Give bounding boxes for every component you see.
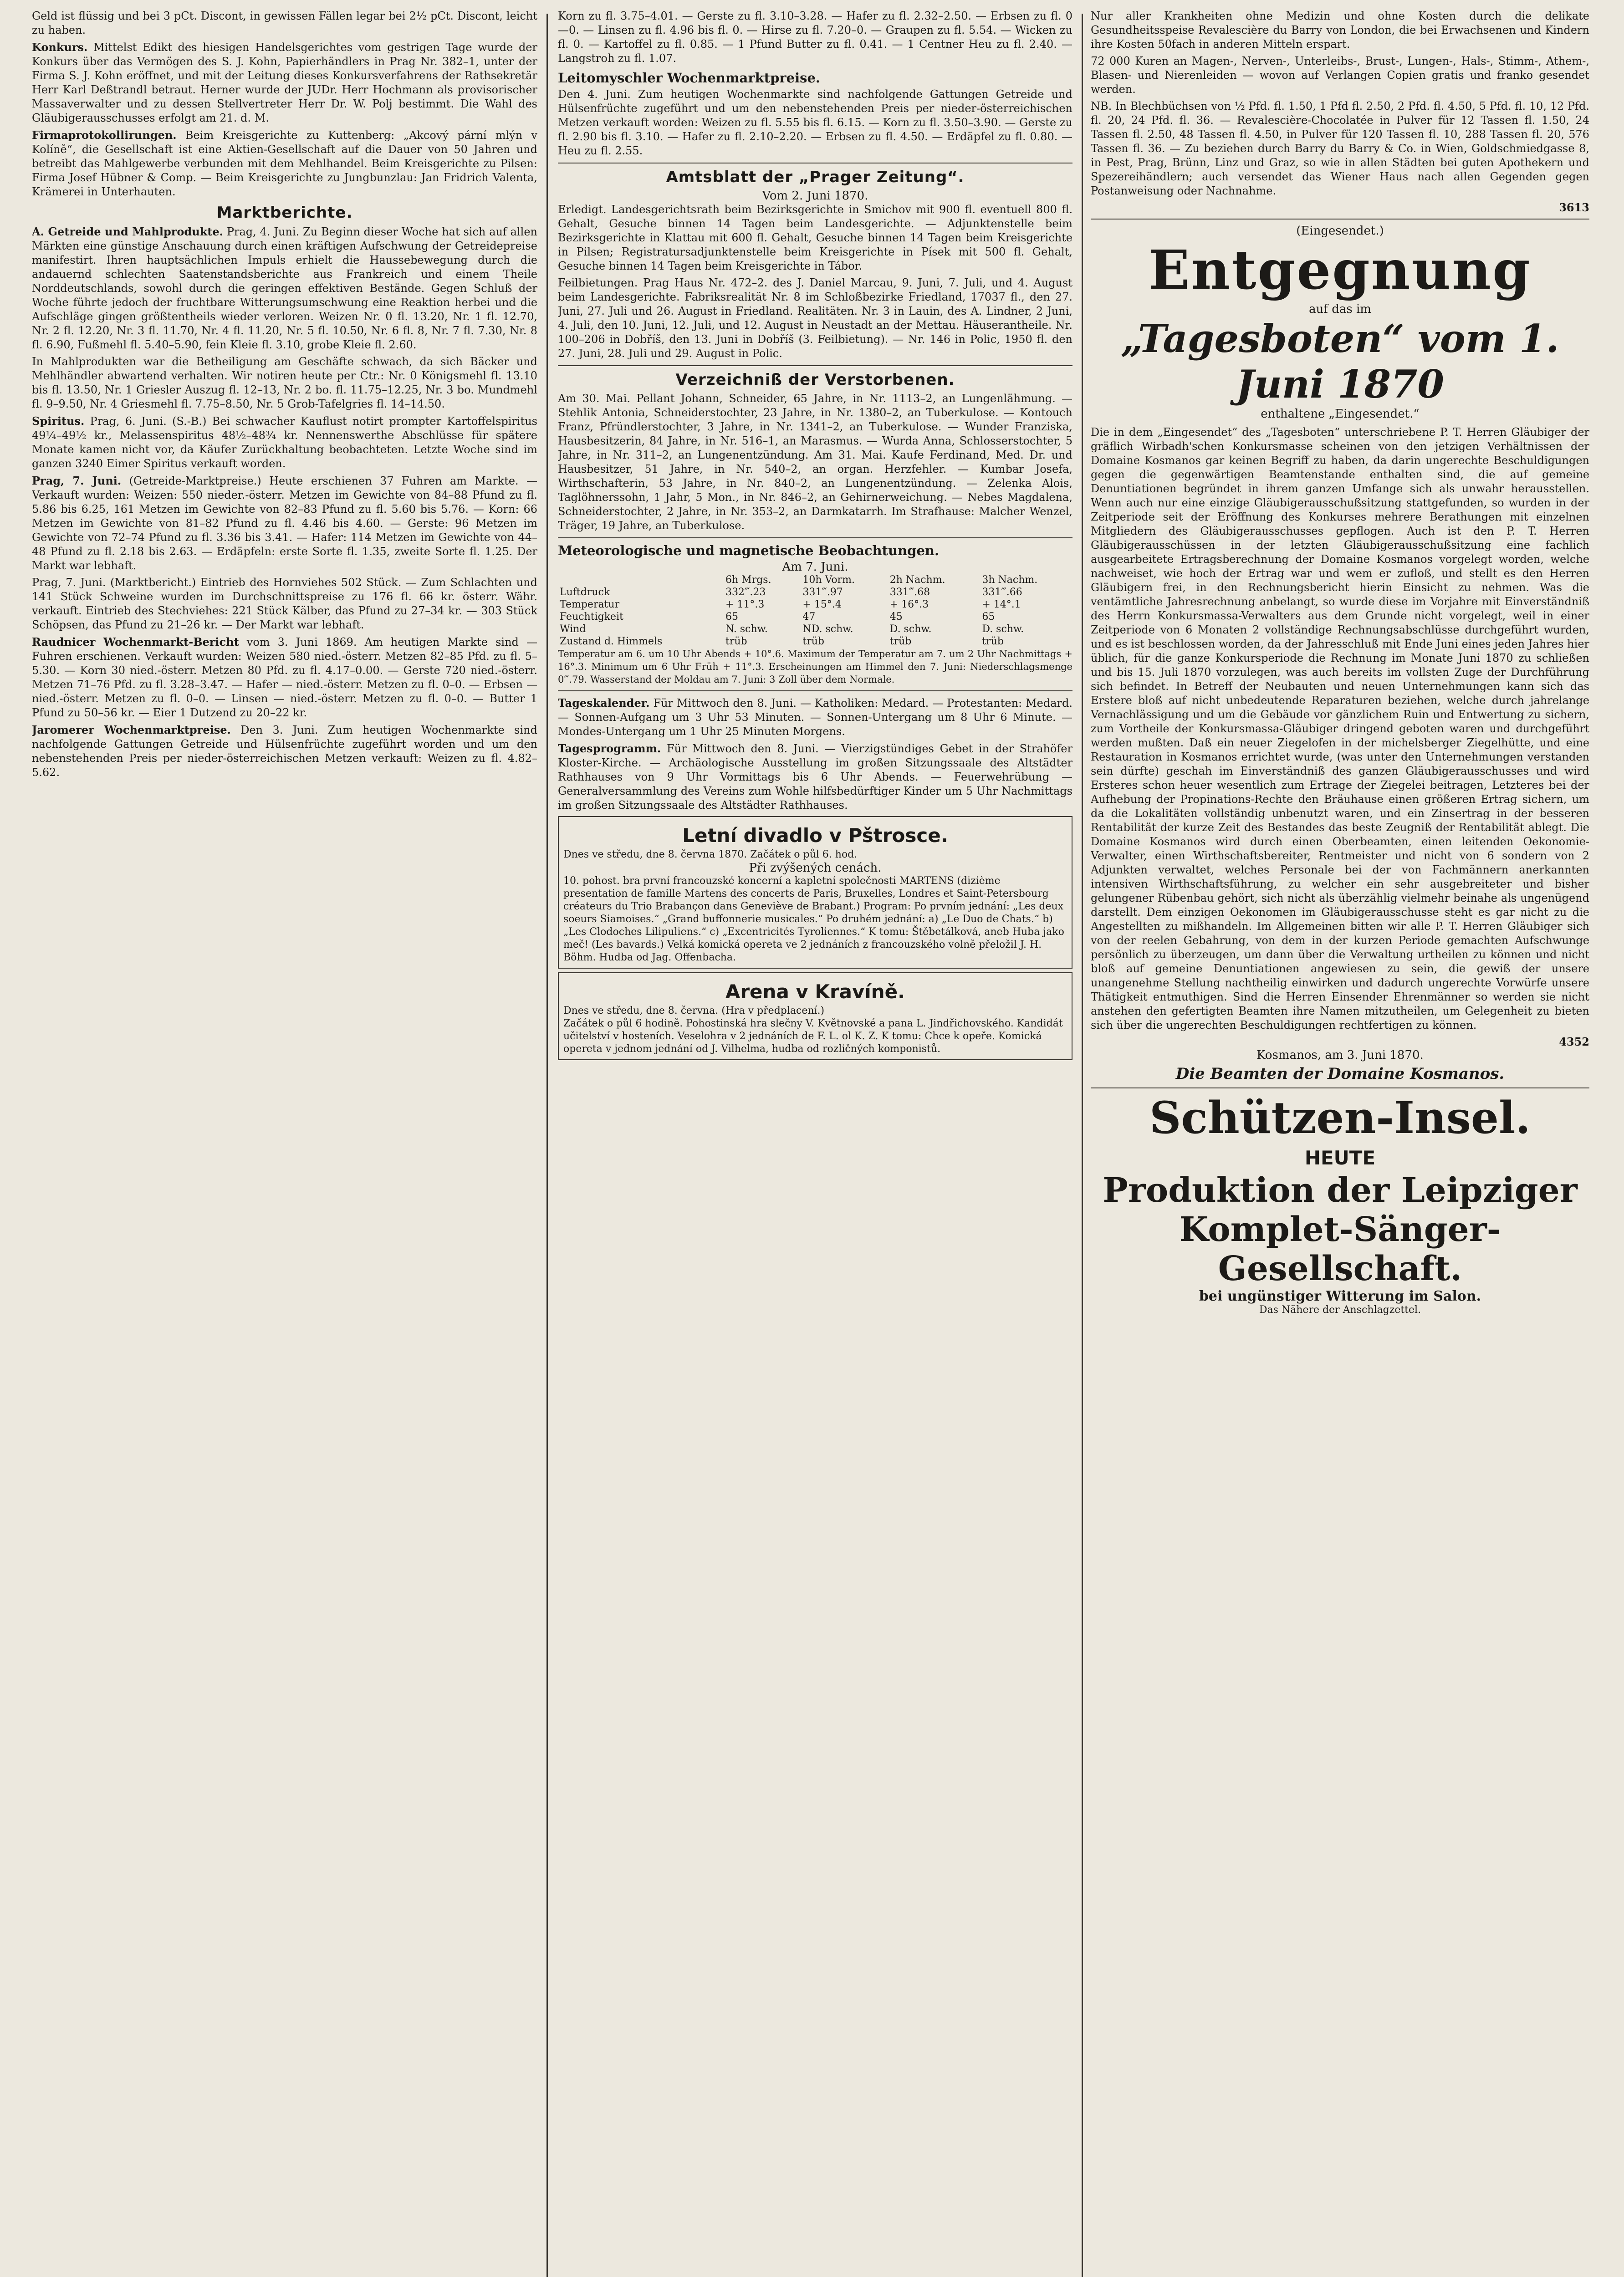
tagesprogramm	[558, 741, 1072, 812]
column-middle	[558, 9, 1072, 2277]
meteo-cell: trüb	[889, 636, 912, 647]
raudnice-report	[32, 635, 537, 720]
marktberichte-heading: Marktberichte.	[216, 204, 353, 222]
meteo-cell: 331‴.66	[982, 587, 1022, 598]
meteo-col: 2h Nachm.	[889, 574, 945, 586]
schuetzen-insel-title: Schützen-Insel.	[1149, 1092, 1531, 1144]
firma-heading: Firmaprotokollirungen.	[32, 128, 177, 142]
raudnice-heading: Raudnicer Wochenmarkt-Bericht	[32, 635, 239, 648]
section-divider	[558, 690, 1072, 691]
produktion-title: Produktion der Leipziger Komplet-Sänger-Gesellschaft.	[1103, 1171, 1578, 1288]
section-divider	[1091, 1087, 1589, 1088]
meteo-cell: Feuchtigkeit	[560, 611, 623, 623]
meteo-cell: D. schw.	[982, 623, 1024, 635]
arena-date: Dnes ve středu, dne 8. června. (Hra v předplacení.)	[563, 1005, 825, 1016]
raudnice-text: vom 3. Juni 1869. Am heutigen Markte sind — Fuhren erschienen. Verkauft wurden: Weizen 580 nied.-österr. Metzen 82–85 Pfd. zu fl. 5–5.30. — Korn 30 nied.-österr. Metzen 80 Pfd. zu fl. 4.17–0.00. — Gerste 720 nied.-österr. Metzen 71–76 Pfd. zu fl. 3.28–3.47. — Hafer — nied.-österr. Metzen zu fl. 0–0. — Erbsen — nied.-österr. Metzen zu fl. 0–0. — Linsen — nied.-österr. Metzen zu fl. 0–0. — Butter 1 Pfund zu 50–56 kr. — Eier 1 Dutzend zu 20–22 kr.	[32, 636, 537, 719]
verstorbene-text: Am 30. Mai. Pellant Johann, Schneider, 65 Jahre, in Nr. 1113–2, an Lungenlähmung. — Stehlik Antonia, Schneiderstochter, 23 Jahre, in Nr. 1380–2, an Tuberkulose. — Kontouch Franz, Pfründlerstochter, 3 Jahre, in Nr. 1341–2, an Tuberkulose. — Wunder Franziska, Hausbesitzerin, 84 Jahre, in Nr. 516–1, an Marasmus. — Wurda Anna, Schlosserstochter, 5 Jahre, in Nr. 311–2, an Lungenentzündung. Am 31. Mai. Kaufe Ferdinand, Med. Dr. und Hausbesitzer, 51 Jahre, in Nr. 540–2, an organ. Herzfehler. — Kumbar Josefa, Wirthschafterin, 53 Jahre, in Nr. 840–2, an Lungenentzündung. — Zelenka Alois, Taglöhnerssohn, 1 Jahr, 5 Mon., in Nr. 846–2, an Gehirnerweichung. — Nebes Magdalena, Schneiderstochter, 2 Jahre, in Nr. 353–2, an Darmkatarrh. Im Strafhause: Malcher Wenzel, Träger, 19 Jahre, an Tuberkulose.	[558, 392, 1072, 532]
entgegnung-number: 4352	[1559, 1035, 1589, 1048]
prag-markt-report	[32, 474, 537, 573]
konkurs-heading: Konkurs.	[32, 41, 88, 54]
meteo-cell: ND. schw.	[802, 623, 853, 635]
meteo-cell: trüb	[725, 636, 747, 647]
meteo-cell: trüb	[982, 636, 1004, 647]
meteo-extra: Temperatur am 6. um 10 Uhr Abends + 10°.6. Maximum der Temperatur am 7. um 2 Uhr Nachmittags + 16°.3. Minimum um 6 Uhr Früh + 11°.3. Erscheinungen am Himmel den 7. Juni: Niederschlagsmenge 0‴.79. Wasserstand der Moldau am 7. Juni: 3 Zoll über dem Normale.	[558, 648, 1072, 685]
auf-das-im: auf das im	[1309, 302, 1371, 316]
prag-text: (Getreide-Marktpreise.) Heute erschienen 37 Fuhren am Markte. — Verkauft wurden: Weizen: 550 nieder.-österr. Metzen im Gewichte von 84–88 Pfund zu fl. 5.86 bis 6.25, 161 Metzen im Gewichte von 82–83 Pfund zu fl. 5.60 bis 5.76. — Korn: 66 Metzen im Gewichte von 81–82 Pfund zu fl. 4.46 bis 4.60. — Gerste: 96 Metzen im Gewichte von 72–74 Pfund zu fl. 3.36 bis 3.41. — Hafer: 114 Metzen im Gewichte von 44–48 Pfund zu fl. 2.18 bis 2.63. — Erdäpfeln: erste Sorte fl. 1.35, zweite Sorte fl. 1.25. Der Markt war lebhaft.	[32, 475, 537, 572]
tageskalender-text: Für Mittwoch den 8. Juni. — Katholiken: Medard. — Protestanten: Medard. — Sonnen-Aufgang um 3 Uhr 53 Minuten. — Sonnen-Untergang um 8 Uhr 6 Minute. — Mondes-Untergang um 1 Uhr 25 Minuten Morgens.	[558, 697, 1072, 738]
theater-text: 10. pohost. bra první francouzské koncerní a kapletní společnosti MARTENS (dizième presentation de famille Martens des concerts de Paris, Bruxelles, Londres et Saint-Petersbourg créateurs du Trio Brabançon dans Geneviève de Brabant.) Program: Po prvním jednání: „Les deux soeurs Siamoises.“ „Grand buffonnerie musicales.“ Po druhém jednání: a) „Le Duo de Chats.“ b) „Les Clodoches Lilipuliens.“ c) „Excentricités Tyroliennes.“ K tomu: Štěbetálková, aneb Huba jako meč! (Les bavards.) Velká komická opereta ve 2 jednáních z francouzského volně přeložil J. H. Böhm. Hudba od Jag. Offenbacha.	[563, 875, 1064, 963]
tageskalender	[558, 696, 1072, 739]
entgegnung-signature: Die Beamten der Domaine Kosmanos.	[1175, 1065, 1505, 1083]
meteo-cell: + 14°.1	[982, 599, 1021, 610]
price-continuation: Korn zu fl. 3.75–4.01. — Gerste zu fl. 3.10–3.28. — Hafer zu fl. 2.32–2.50. — Erbsen zu fl. 0—0. — Linsen zu fl. 4.96 bis fl. 0. — Hirse zu fl. 7.20–0. — Graupen zu fl. 5.54. — Wicken zu fl. 0. — Kartoffel zu fl. 0.85. — 1 Pfund Butter zu fl. 0.41. — 1 Centner Heu zu fl. 2.40. — Langstroh zu fl. 1.07.	[558, 10, 1072, 65]
witterung-note: bei ungünstiger Witterung im Salon.	[1199, 1288, 1481, 1304]
meteo-col: 6h Mrgs.	[725, 574, 771, 586]
firma-notice	[32, 128, 537, 199]
theater-subheading: Při zvýšených cenách.	[749, 861, 882, 875]
meteo-cell: 65	[982, 611, 995, 623]
arena-text: Začátek o půl 6 hodině. Pohostinská hra slečny V. Květnovské a pana L. Jindřichovského. Kandidát učitelství v hosteních. Veselohra v 2 jednáních de F. L. ol K. Z. K tomu: Chce k opeře. Komická opereta v jednom jednání od J. Vilhelma, hudba od rozličných komponistů.	[563, 1018, 1063, 1055]
meteo-cell: 47	[802, 611, 816, 623]
meteo-cell: 45	[889, 611, 903, 623]
meteo-cell: trüb	[802, 636, 824, 647]
meteo-heading: Meteorologische und magnetische Beobachtungen.	[558, 543, 940, 558]
jaromer-report	[32, 723, 537, 780]
meteo-cell: + 15°.4	[802, 599, 842, 610]
anschlagzettel-note: Das Nähere der Anschlagzettel.	[1259, 1304, 1421, 1316]
column-left	[32, 9, 537, 2277]
feilbietungen-text: Feilbietungen. Prag Haus Nr. 472–2. des J. Daniel Marcau, 9. Juni, 7. Juli, und 4. August beim Landesgerichte. Fabriksrealität Nr. 8 im Schloßbezirke Friedland, 17037 fl., den 27. Juni, 27. Juli und 26. August in Friedland. Realitäten. Nr. 3 in Lauin, des A. Lindner, 2 Juni, 4. Juli, den 10. Juni, 12. Juli, und 12. August in Neustadt an der Mettau. Häuserantheile. Nr. 100–206 in Dobříš, den 13. Juni in Dobříš (3. Feilbietung). — Nr. 146 in Polic, 1950 fl. den 27. Juni, 28. Juli und 29. August in Polic.	[558, 276, 1072, 360]
entgegnung-title: Entgegnung	[1149, 238, 1532, 301]
markt-text: Prag, 4. Juni. Zu Beginn dieser Woche hat sich auf allen Märkten eine günstige Anschauung durch einen kräftigen Aufschwung der Getreidepreise manifestirt. Ihren hauptsächlichen Impuls erhielt die Haussebewegung durch die andauernd schlechten Saatenstandsberichte aus Frankreich und einem Theile Norddeutschlands, sowohl durch die geringen effektiven Bestände. Gegen Schluß der Woche führte jedoch der fruchtbare Witterungsumschwung eine Reaktion herbei und die Aufschläge gingen größtentheils wieder verloren. Weizen Nr. 0 fl. 13.20, Nr. 1 fl. 12.70, Nr. 2 fl. 12.20, Nr. 3 fl. 11.70, Nr. 4 fl. 11.20, Nr. 5 fl. 10.50, Nr. 6 fl. 8, Nr. 7 fl. 7.30, Nr. 8 fl. 6.90, Fußmehl fl. 5.40–5.90, fein Kleie fl. 3.10, grobe Kleie fl. 2.60.	[32, 225, 537, 351]
column-right	[1091, 9, 1589, 2277]
spiritus-text: Prag, 6. Juni. (S.-B.) Bei schwacher Kauflust notirt prompter Kartoffelspiritus 49¼–49½ kr., Melassenspiritus 48½–48¾ kr. Nennenswerthe Abschlüsse für spätere Monate kamen nicht vor, da Käufer Zurückhaltung beobachteten. Letzte Woche sind im ganzen 3240 Eimer Spiritus verkauft worden.	[32, 415, 537, 470]
revalesciere-ad-intro: Nur aller Krankheiten ohne Medizin und ohne Kosten durch die delikate Gesundheitsspeise Revalescière du Barry von London, die bei Erwachsenen und Kindern ihre Kosten 50fach in anderen Mitteln erspart.	[1091, 10, 1589, 51]
entgegnung-date: Kosmanos, am 3. Juni 1870.	[1256, 1048, 1424, 1062]
theater-date: Dnes ve středu, dne 8. června 1870. Začátek o půl 6. hod.	[563, 849, 858, 860]
section-divider	[558, 365, 1072, 366]
heute-label: HEUTE	[1304, 1147, 1376, 1169]
revalesciere-ad-prices: NB. In Blechbüchsen von ½ Pfd. fl. 1.50, 1 Pfd fl. 2.50, 2 Pfd. fl. 4.50, 5 Pfd. fl. 10, 12 Pfd. fl. 20, 24 Pfd. fl. 36. — Revalescière-Chocolatée in Pulver für 12 Tassen fl. 1.50, 24 Tassen fl. 2.50, 48 Tassen fl. 4.50, in Pulver für 120 Tassen fl. 10, 288 Tassen fl. 20, 576 Tassen fl. 36. — Zu beziehen durch Barry du Barry & Co. in Wien, Goldschmiedgasse 8, in Pest, Prag, Brünn, Linz und Graz, so wie in allen Städten bei guten Apothekern und Spezereihändlern; auch versendet das Wiener Haus nach allen Gegenden gegen Postanweisung oder Nachnahme.	[1091, 100, 1589, 197]
verstorbene-heading: Verzeichniß der Verstorbenen.	[675, 371, 955, 389]
spiritus-report	[32, 414, 537, 471]
markt-subheading: A. Getreide und Mahlprodukte.	[32, 225, 223, 238]
jaromer-text: Den 3. Juni. Zum heutigen Wochenmarkte sind nachfolgende Gattungen Getreide und Hülsenfrüchte zugeführt worden und um den nebenstehenden Preis per nieder-österreichischen Metzen verkauft: Weizen zu fl. 4.82–5.62.	[32, 724, 537, 779]
meteo-row	[558, 586, 1072, 598]
meteo-row	[558, 635, 1072, 648]
column-divider	[546, 14, 548, 2277]
money-note: Geld ist flüssig und bei 3 pCt. Discont, in gewissen Fällen legar bei 2½ pCt. Discont, leicht zu haben.	[32, 10, 537, 36]
meteo-cell: 332‴.23	[725, 587, 766, 598]
meteo-cell: D. schw.	[889, 623, 932, 635]
theater-announcement	[558, 816, 1072, 969]
amtsblatt-date: Vom 2. Juni 1870.	[762, 189, 868, 203]
firma-text: Beim Kreisgerichte zu Kuttenberg: „Akcový pární mlýn v Kolíně“, die Gesellschaft ist eine Aktien-Gesellschaft auf die Dauer von 50 Jahren und betreibt das Mahlgewerbe verbunden mit dem Mehlhandel. Beim Kreisgerichte zu Pilsen: Firma Josef Hübner & Comp. — Beim Kreisgerichte zu Jungbunzlau: Jan Fridrich Valenta, Krämerei in Unterhauten.	[32, 129, 537, 198]
tagesboten-title: „Tagesboten“ vom 1. Juni 1870	[1121, 316, 1559, 407]
column-divider	[1082, 14, 1083, 2277]
newspaper-page	[32, 9, 1589, 2277]
konkurs-notice	[32, 40, 537, 125]
konkurs-text: Mittelst Edikt des hiesigen Handelsgerichtes vom gestrigen Tage wurde der Konkurs über das Vermögen des S. J. Kohn, Papierhändlers in Prag Nr. 382–1, unter der Firma S. J. Kohn eröffnet, und mit der Leitung dieses Konkursverfahrens der Rathsekretär Herr Karl Deßtrandl betraut. Herner wurde der JUDr. Herr Hochmann als provisorischer Massaverwalter und zu dessen Stellvertreter Herr Dr. W. Polj bestimmt. Die Wahl des Gläubigerausschusses erfolgt am 21. d. M.	[32, 41, 537, 124]
meteo-row	[558, 611, 1072, 623]
spiritus-heading: Spiritus.	[32, 414, 85, 428]
meteo-cell: Wind	[560, 623, 586, 635]
leitomyschl-text: Den 4. Juni. Zum heutigen Wochenmarkte sind nachfolgende Gattungen Getreide und Hülsenfrüchte zugeführt und um den nebenstehenden Preis per nieder-österreichischen Metzen verkauft worden: Weizen zu fl. 5.55 bis fl. 6.15. — Korn zu fl. 3.50–3.90. — Gerste zu fl. 2.90 bis fl. 3.10. — Hafer zu fl. 2.10–2.20. — Erbsen zu fl. 4.50. — Erdäpfel zu fl. 0.80. — Heu zu fl. 2.55.	[558, 88, 1072, 157]
meteo-date: Am 7. Juni.	[782, 560, 848, 574]
amtsblatt-heading: Amtsblatt der „Prager Zeitung“.	[666, 168, 965, 186]
meteo-cell: N. schw.	[725, 623, 768, 635]
theater-heading: Letní divadlo v Pštrosce.	[682, 824, 948, 847]
jaromer-heading: Jaromerer Wochenmarktpreise.	[32, 723, 231, 736]
meteo-col: 10h Vorm.	[802, 574, 855, 586]
meteo-cell: 65	[725, 611, 738, 623]
ad-number: 3613	[1559, 201, 1589, 214]
meteo-row	[558, 598, 1072, 611]
section-divider	[1091, 219, 1589, 220]
meteo-col: 3h Nachm.	[982, 574, 1038, 586]
meteo-cell: 331‴.97	[802, 587, 843, 598]
meteo-cell: Temperatur	[560, 599, 620, 610]
revalesciere-ad-cures: 72 000 Kuren an Magen-, Nerven-, Unterleibs-, Brust-, Lungen-, Hals-, Stimm-, Athem-, Blasen- und Nierenleiden — wovon auf Verlangen Copien gratis und franko gesendet werden.	[1091, 55, 1589, 96]
meteo-header-row	[558, 574, 1072, 586]
meteo-cell: + 11°.3	[725, 599, 765, 610]
prag-heading: Prag, 7. Juni.	[32, 474, 122, 487]
meteo-col	[558, 574, 724, 586]
mahlprodukte-text: In Mahlprodukten war die Betheiligung am Geschäfte schwach, da sich Bäcker und Mehlhändler abwartend verhalten. Wir notiren heute per Ctr.: Nr. 0 Königsmehl fl. 13.10 bis fl. 13.50, Nr. 1 Griesler Auszug fl. 12–13, Nr. 2 bo. fl. 11.75–12.25, Nr. 3 bo. Mundmehl fl. 9–9.50, Nr. 4 Griesmehl fl. 7.75–8.50, Nr. 5 Grob-Tafelgries fl. 14–14.50.	[32, 355, 537, 410]
meteo-cell: Luftdruck	[560, 587, 610, 598]
meteo-row	[558, 623, 1072, 635]
markt-report	[32, 225, 537, 352]
tageskalender-heading: Tageskalender.	[558, 696, 650, 710]
eingesendet-label: (Eingesendet.)	[1296, 224, 1384, 238]
meteo-cell: 331‴.68	[889, 587, 930, 598]
entgegnung-body: Die in dem „Eingesendet“ des „Tagesboten“ unterschriebene P. T. Herren Gläubiger der gräflich Wirbadh'schen Konkursmasse scheinen von den jetzigen Verhältnissen der Domaine Kosmanos gar keinen Begriff zu haben, da darin ungerechte Beschuldigungen gegen die gegenwärtigen Beamtenstande enthalten sind, die auf gemeine Denuntiationen begründet in ihrem ganzen Umfange sich als unwahr herausstellen. Wenn auch nur eine einzige Gläubigerausschußsitzung stattgefunden, so wurden in der Zeitperiode seit der Eröffnung des Konkurses mehrere Berathungen mit einzelnen Mitgliedern des Gläubigerausschusses gepflogen. Auch ist den P. T. Herren Gläubigerausschüssen in der letzten Gläubigerausschußsitzung eine fachlich ausgearbeitete Ertragsberechnung der Domaine Kosmanos vorgelegt worden, welche nachweiset, wie hoch der Ertrag war und wem er zufloß, und stellt es den Herren Gläubigern frei, in den Rechnungsbericht hierin Einsicht zu nehmen. Was die ventämtliche Jahresrechnung anbelangt, so wurde diese im Vorjahre mit Einverständniß des Herrn Konkursmassa-Verwalters aus dem Grunde nicht vorgelegt, weil in einer Zeitperiode von 6 Monaten 2 vollständige Rechnungsabschlüsse durchgeführt wurden, und es ist beschlossen worden, da der Jahresschluß mit Ende Juni eines jeden Jahres hier üblich, für die ganze Konkursperiode die Rechnung im Monate Juni 1870 zu schließen und bis 15. Juli 1870 vorzulegen, was auch bereits im vollsten Zuge der Durchführung sich befindet. In Betreff der Neubauten und neuen Unternehmungen kann sich das Erstere bloß auf nicht unbedeutende Reparaturen beziehen, welche durch jahrelange Vernachlässigung und um die Gebäude vor gänzlichem Ruin und Entwertung zu sichern, zum Vortheile der Konkursmassa-Gläubiger dringend geboten waren und durchgeführt werden mußten. Daß ein neuer Ziegelofen in der michelsberger Ziegelhütte, und eine Restauration in Kosmanos errichtet wurde, (was unter den Unternehmungen verstanden sein dürfte) geschah im Einverständniß des ganzen Gläubigerausschusses und wird Ersteres schon heuer wesentlich zum Ertrage der Ziegelei beitragen, Letzteres bei der Aufhebung der Propinations-Rechte den Bräuhause einen größeren Ertrag sichern, um da die Lokalitäten vollständig unbenutzt waren, und ein Zinsertrag in der besseren Rentabilität der kurze Zeit des Bestandes das beste Zeugniß der Rentabilität ablegt. Die Domaine Kosmanos wird durch einen Oberbeamten, einen leitenden Oekonomie-Verwalter, einen Wirthschaftsbereiter, Rentmeister und nicht von 6 sondern von 2 Adjunkten verwaltet, welches Personale bei der von Fachmännern anerkannten intensiven Wirthschaftsführung, zu welcher ein sehr ausgebreiteter und bisher gelungener Rübenbau gehört, sich nicht als überzählig vielmehr beinahe als ungenügend darstellt. Dem einzigen Oekonomen im Gläubigerausschusse steht es gar nicht zu die Angestellten zu mißhandeln. Im Allgemeinen bitten wir alle P. T. Herren Gläubiger sich von der reelen Gebahrung, von dem in der kurzen Periode gemachten Aufschwunge persönlich zu überzeugen, um dann über die Verwaltung urtheilen zu können und nicht bloß auf gemeine Denuntiationen angewiesen zu sein, die gewiß der unsere unangenehme Stellung nachtheilig einwirken und dadurch ungerechte Vorwürfe unsere Thätigkeit entmuthigen. Sind die Herren Einsender Ehrenmänner so werden sie nicht anstehen den gefertigten Beamten ihre Namen mitzutheilen, um Gelegenheit zu bieten sich über die ungerechten Beschuldigungen rechtfertigen zu können.	[1091, 426, 1589, 1031]
enthaltene-label: enthaltene „Eingesendet.“	[1261, 407, 1420, 421]
meteo-cell: + 16°.3	[889, 599, 929, 610]
meteo-cell: Zustand d. Himmels	[560, 636, 663, 647]
tagesprogramm-heading: Tagesprogramm.	[558, 742, 661, 755]
viehmarkt-text: Prag, 7. Juni. (Marktbericht.) Eintrieb des Hornviehes 502 Stück. — Zum Schlachten und 141 Stück Schweine wurden im Durchschnittspreise zu 176 fl. 66 kr. österr. Währ. verkauft. Eintrieb des Stechviehes: 221 Stück Kälber, das Pfund zu 27–34 kr. — 303 Stück Schöpsen, das Pfund zu 21–26 kr. — Der Markt war lebhaft.	[32, 576, 537, 631]
tagesprogramm-text: Für Mittwoch den 8. Juni. — Vierzigstündiges Gebet in der Strahöfer Kloster-Kirche. — Archäologische Ausstellung im großen Sitzungssaale des Altstädter Rathhauses von 9 Uhr Vormittags bis 6 Uhr Abends. — Feuerwehrübung — Generalversammlung des Vereins zum Wohle hilfsbedürftiger Kinder um 5 Uhr Nachmittags im großen Sitzungssaale des Altstädter Rathhauses.	[558, 742, 1072, 812]
leitomyschl-heading: Leitomyschler Wochenmarktpreise.	[558, 70, 821, 86]
arena-announcement	[558, 972, 1072, 1060]
section-divider	[558, 537, 1072, 538]
meteo-table	[558, 574, 1072, 648]
arena-heading: Arena v Kravíně.	[725, 980, 905, 1003]
amtsblatt-text: Erledigt. Landesgerichtsrath beim Bezirksgerichte in Smichov mit 900 fl. eventuell 800 fl. Gehalt, Gesuche binnen 14 Tagen beim Landesgerichte. — Adjunktenstelle beim Bezirksgerichte in Klattau mit 600 fl. Gehalt, Gesuche binnen 14 Tagen beim Kreisgerichte in Pilsen; Registratursadjunktenstelle beim Kreisgerichte in Písek mit 500 fl. Gehalt, Gesuche binnen 14 Tagen beim Kreisgerichte in Tábor.	[558, 203, 1072, 272]
